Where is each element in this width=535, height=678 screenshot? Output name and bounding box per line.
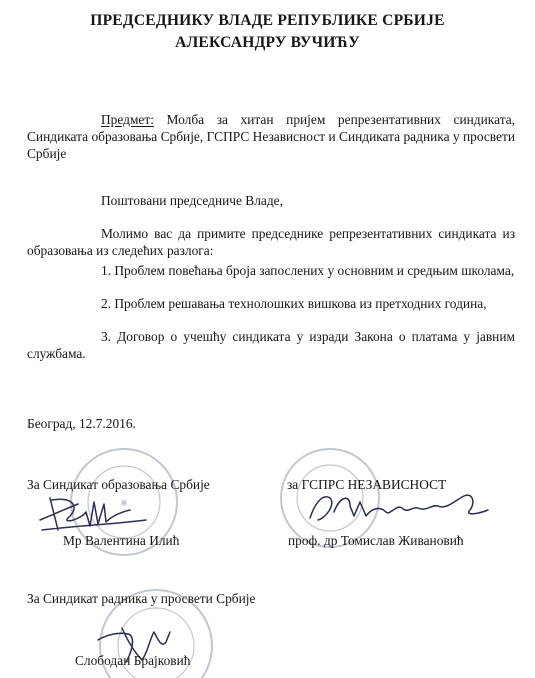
union2-label: за ГСПРС НЕЗАВИСНОСТ <box>287 477 447 492</box>
subject-label: Предмет: <box>101 112 154 127</box>
union2-signature <box>306 484 496 530</box>
union1-signer: Мр Валентина Илић <box>63 533 180 548</box>
svg-text:✱: ✱ <box>120 498 128 508</box>
union1-label: За Синдикат образовања Србије <box>27 477 210 492</box>
union3-label: За Синдикат радника у просвети Србије <box>27 591 256 606</box>
intro-paragraph: Молимо вас да примите председнике репрезентативних синдиката из образовања из следећих разлога: <box>27 226 515 258</box>
reason-1: 1. Проблем повећања броја запослених у основним и средњим школама, <box>101 263 515 278</box>
union1-signature <box>34 490 154 536</box>
subject-paragraph <box>27 111 515 162</box>
recipient-heading-line1: ПРЕДСЕДНИКУ ВЛАДЕ РЕПУБЛИКЕ СРБИЈЕ <box>90 12 445 29</box>
reason-2: 2. Проблем решавања технолошких вишкова из претходних година, <box>101 296 487 311</box>
salutation: Поштовани председниче Владе, <box>101 193 283 208</box>
recipient-heading-line2: АЛЕКСАНДРУ ВУЧИЋУ <box>175 34 360 51</box>
reason-3: 3. Договор о учешћу синдиката у изради Закона о платама у јавним службама. <box>27 329 515 361</box>
union2-signer: проф. др Томислав Живановић <box>288 533 464 548</box>
place-date: Београд, 12.7.2016. <box>27 416 136 431</box>
subject-text: Молба за хитан пријем репрезентативних синдиката, Синдиката образовања Србије, ГСПРС Независност и Синдиката радника у просвети Србије <box>27 112 515 161</box>
union3-signer: Слободан Брајковић <box>75 653 191 668</box>
